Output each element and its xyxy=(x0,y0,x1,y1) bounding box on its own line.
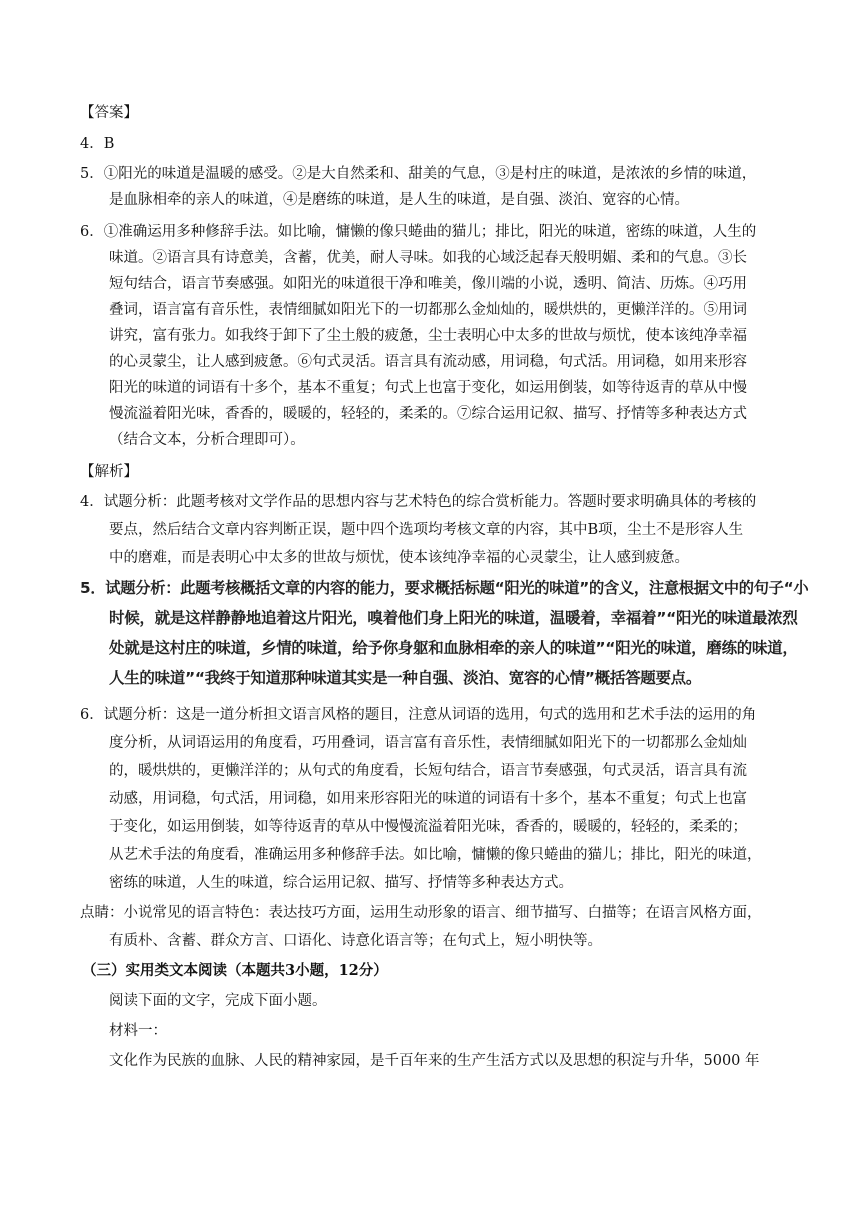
answer-6-line: 短句结合，语言节奏感强。如阳光的味道很干净和唯美，像川端的小说，透明、简洁、历炼。④巧用 xyxy=(109,276,747,292)
answer-6-line: 味道。②语言具有诗意美，含蓄，优美，耐人寻味。如我的心域泛起春天般明媚、柔和的气息。③长 xyxy=(109,250,747,266)
analysis-6-line: 密练的味道，人生的味道，综合运用记叙、描写、抒情等多种表达方式。 xyxy=(109,875,573,891)
analysis-6-line: 度分析，从词语运用的角度看，巧用叠词，语言富有音乐性，表情细腻如阳光下的一切都那么金灿灿 xyxy=(109,735,747,751)
analysis-5-line: 处就是这村庄的味道，乡情的味道，给予你身躯和血脉相牵的亲人的味道”“阳光的味道，磨练的味道， xyxy=(109,639,798,657)
analysis-6-line: 动感，用词稳，句式活，用词稳，如用来形容阳光的味道的词语有十多个，基本不重复；句式上也富 xyxy=(109,791,747,807)
analysis-5-line: 时候，就是这样静静地追着这片阳光，嗅着他们身上阳光的味道，温暖着，幸福着”“阳光的味道最浓烈 xyxy=(109,609,798,627)
answer-6-line: 慢流溢着阳光味，香香的，暖暖的，轻轻的，柔柔的。⑦综合运用记叙、描写、抒情等多种表达方式 xyxy=(109,406,747,422)
answer-6-line: （结合文本，分析合理即可）。 xyxy=(109,432,305,448)
analysis-6-line: 6．试题分析：这是一道分析担文语言风格的题目，注意从词语的选用，句式的选用和艺术手法的运用的角 xyxy=(80,707,757,723)
analysis-4-line: 中的磨难，而是表明心中太多的世故与烦忧，使本该纯净幸福的心灵蒙尘，让人感到疲惫。 xyxy=(109,550,689,566)
answer-6-line: 叠词，语言富有音乐性，表情细腻如阳光下的一切都那么金灿灿的，暖烘烘的，更懒洋洋的。⑤用词 xyxy=(109,302,747,318)
answer-5-line: 是血脉相牵的亲人的味道，④是磨练的味道，是人生的味道，是自强、淡泊、宽容的心情。 xyxy=(109,192,689,208)
material-text-line: 文化作为民族的血脉、人民的精神家园，是千百年来的生产生活方式以及思想的积淀与升华，5000 年 xyxy=(109,1053,760,1069)
analysis-5-line: 5．试题分析：此题考核概括文章的内容的能力，要求概括标题“阳光的味道”的含义，注意根据文中的句子“小 xyxy=(80,579,809,597)
answer-5-line: 5．①阳光的味道是温暖的感受。②是大自然柔和、甜美的气息，③是村庄的味道，是浓浓的乡情的味道， xyxy=(80,166,757,182)
section-title: （三）实用类文本阅读（本题共3小题，12分） xyxy=(82,962,388,979)
note-line: 有质朴、含蓄、群众方言、口语化、诗意化语言等；在句式上，短小明快等。 xyxy=(109,933,602,949)
analysis-4-line: 4．试题分析：此题考核对文学作品的思想内容与艺术特色的综合赏析能力。答题时要求明确具体的考核的 xyxy=(80,494,757,510)
analysis-4-line: 要点，然后结合文章内容判断正误，题中四个选项均考核文章的内容，其中B项，尘土不是形容人生 xyxy=(109,522,744,538)
answer-4: 4．B xyxy=(80,136,115,152)
section-instruction: 阅读下面的文字，完成下面小题。 xyxy=(109,993,327,1009)
answer-6-line: 讲究，富有张力。如我终于卸下了尘土般的疲惫，尘士表明心中太多的世故与烦忧，使本该纯净幸福 xyxy=(109,328,747,344)
analysis-6-line: 从艺术手法的角度看，准确运用多种修辞手法。如比喻，慵懒的像只蜷曲的猫儿；排比，阳光的味道， xyxy=(109,847,762,863)
answer-6-line: 的心灵蒙尘，让人感到疲惫。⑥句式灵活。语言具有流动感，用词稳，句式活。用词稳，如用来形容 xyxy=(109,354,747,370)
analysis-6-line: 于变化，如运用倒装，如等待返青的草从中慢慢流溢着阳光味，香香的，暖暖的，轻轻的，柔柔的； xyxy=(109,819,747,835)
answer-6-line: 阳光的味道的词语有十多个，基本不重复；句式上也富于变化，如运用倒装，如等待返青的草从中慢 xyxy=(109,380,747,396)
analysis-header: 【解析】 xyxy=(80,464,138,480)
answer-6-line: 6．①准确运用多种修辞手法。如比喻，慵懒的像只蜷曲的猫儿；排比，阳光的味道，密练的味道，人生的 xyxy=(80,224,757,240)
material-label: 材料一： xyxy=(109,1023,167,1039)
answer-header: 【答案】 xyxy=(80,105,138,121)
analysis-5-line: 人生的味道”“我终于知道那种味道其实是一种自强、淡泊、宽容的心情”概括答题要点。 xyxy=(109,669,702,687)
note-line: 点睛：小说常见的语言特色：表达技巧方面，运用生动形象的语言、细节描写、白描等；在语言风格方面， xyxy=(80,905,762,921)
analysis-6-line: 的，暖烘烘的，更懒洋洋的；从句式的角度看，长短句结合，语言节奏感强，句式灵活，语言具有流 xyxy=(109,763,747,779)
